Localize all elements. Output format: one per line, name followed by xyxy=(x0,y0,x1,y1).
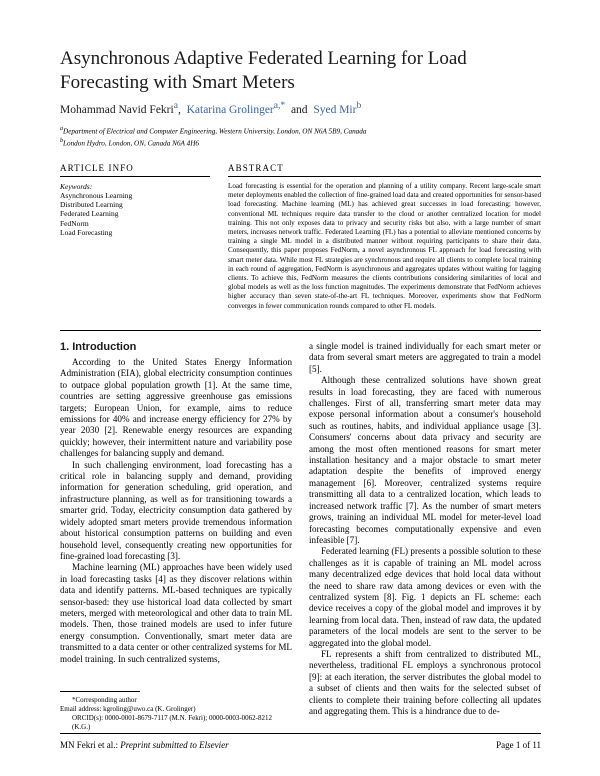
abstract-text: Load forecasting is essential for the operation and planning of a utility company. Recent large-scale smart meter deployments enabled the collection of fine-grained load data and created opportunities for sensor-based load forecasting. Machine learning (ML) has achieved great successes in load forecasting; however, conventional ML techniques require data transfer to the cloud or another centralized location for model training. This not only exposes data to privacy and security risks but also, with a large number of smart meters, increases network traffic. Federated Learning (FL) has a potential to alleviate mentioned concerns by training a single ML model in a distributed manner without requiring participants to share their data. Consequently, this paper proposes FedNorm, a novel asynchronous FL approach for load forecasting with smart meter data. While most FL strategies are synchronous and require all clients to complete local training in each round of aggregation, FedNorm is asynchronous and aggregates updates without waiting for lagging clients. To achieve this, FedNorm measures the clients contributions considering similarities of local and global models as well as the loss function magnitudes. The experiments demonstrate that FedNorm achieves higher accuracy than seven state-of-the-art FL techniques. Moreover, experiments show that FedNorm converges in fewer communication rounds compared to other FL models. xyxy=(228,182,541,310)
article-info-heading: ARTICLE INFO xyxy=(60,163,134,173)
abstract-heading: ABSTRACT xyxy=(228,163,284,173)
footnotes xyxy=(60,696,292,732)
author-line: Mohammad Navid Fekri$^a$, Katarina Grolinger$^{a,*}$ and Syed Mir$^b$ xyxy=(60,100,362,116)
paragraph: Although these centralized solutions have shown great results in load forecasting, they are faced with numerous challenges. First of all, transferring smart meter data may expose personal information about a consumer's household such as routines, habits, and individual appliance usage [3]. Consumers' concerns about data privacy and security are among the most often mentioned reasons for smart meter installation hesitancy and a major obstacle to smart meter adaptation despite the benefits of improved energy management [6]. Moreover, centralized systems require transmitting all data to a centralized location, which leads to increased network traffic [7]. As the number of smart meters grows, training an individual ML model for meter-level load forecasting becomes computationally expensive and even infeasible [7]. xyxy=(309,375,541,545)
paper-title: Asynchronous Adaptive Federated Learning for Load Forecasting with Smart Meters xyxy=(60,48,467,93)
author-3[interactable]: Syed Mir$^b$ xyxy=(313,100,362,116)
footnote-orcid[interactable]: ORCID(s): 0000-0001-8679-7117 (M.N. Fekri); 0000-0003-0062-8212 (K.G.) xyxy=(72,714,272,731)
paragraph: Machine learning (ML) approaches have been widely used in load forecasting tasks [4] as they discover relations within data and identify patterns. ML-based techniques are typically sensor-based: they use historical load data collected by smart meters, merged with meteorological and other data to train ML models. Then, those trained models are used to infer future energy consumption. Conventionally, smart meter data are transmitted to a data center or other centralized systems for ML model training. In such centralized systems, xyxy=(60,562,292,664)
affiliation-a: $^a$Department of Electrical and Computer Engineering, Western University, London, ON N6A 5B9, Canada xyxy=(60,126,367,136)
page-number: Page 1 of 11 xyxy=(496,740,541,750)
affiliation-b: $^b$London Hydro, London, ON, Canada N6A 4H6 xyxy=(60,138,199,148)
footer-divider xyxy=(60,733,541,734)
paragraph: According to the United States Energy Information Administration (EIA), global electricity consumption continues to outpace global population growth [1]. At the same time, countries are setting aggressive greenhouse gas emissions targets; European Union, for example, aims to reduce emissions for 40% and increase energy efficiency for 27% by year 2030 [2]. Renewable energy resources are expanding quickly; however, their intermittent nature and variability pose challenges for balancing supply and demand. xyxy=(60,357,292,459)
footnote-divider xyxy=(60,691,140,692)
keywords-block xyxy=(60,182,132,237)
paragraph: FL represents a shift from centralized to distributed ML, nevertheless, traditional FL employs a synchronous protocol [9]: at each iteration, the server distributes the global model to a subset of clients and then waits for the selected subset of clients to complete their training before collecting all updates and aggregating them. This is a hindrance due to de- xyxy=(309,648,541,716)
footnote-email[interactable]: Email address: kgroling@uwo.ca (K. Grolinger) xyxy=(60,705,196,713)
author-2[interactable]: Katarina Grolinger$^{a,*}$ xyxy=(186,100,286,116)
paragraph: Federated learning (FL) presents a possible solution to these challenges as it is capable of training an ML model across many decentralized edge devices that hold local data without the need to share raw data among devices or even with the centralized system [8]. Fig. 1 depicts an FL scheme: each device receives a copy of the global model and improves it by learning from local data. Then, instead of raw data, the updated parameters of the local models are sent to the server to be aggregated into the global model. xyxy=(309,546,541,648)
keywords-label: Keywords: xyxy=(60,182,93,191)
keyword: FedNorm xyxy=(60,218,89,228)
paragraph: a single model is trained individually for each smart meter or data from several smart meters are aggregated to train a model [5]. xyxy=(309,341,541,374)
author-1[interactable]: Mohammad Navid Fekri$^a$ xyxy=(60,100,178,116)
keyword: Federated Learning xyxy=(60,209,119,219)
divider-info xyxy=(60,176,210,177)
left-column xyxy=(60,357,292,665)
paragraph: In such challenging environment, load forecasting has a critical role in balancing supply and demand, providing information for generation scheduling, grid operation, and infrastructure planning, as well as for transitioning towards a smarter grid. Today, electricity consumption data gathered by widely adopted smart meters provide tremendous information about historical consumption patterns on building and even household level, consequently creating new opportunities for fine-grained load forecasting [3]. xyxy=(60,459,292,561)
section-heading: 1. Introduction xyxy=(60,341,137,353)
keyword: Load Forecasting xyxy=(60,227,113,237)
footnote-corresponding: *Corresponding author xyxy=(72,696,137,704)
divider-body xyxy=(60,330,541,331)
footer-left: MN Fekri et al.: Preprint submitted to Elsevier xyxy=(60,740,229,750)
right-column xyxy=(309,341,541,717)
keyword: Distributed Learning xyxy=(60,200,123,210)
keyword: Asynchronous Learning xyxy=(60,191,133,200)
divider-abstract xyxy=(228,176,541,177)
